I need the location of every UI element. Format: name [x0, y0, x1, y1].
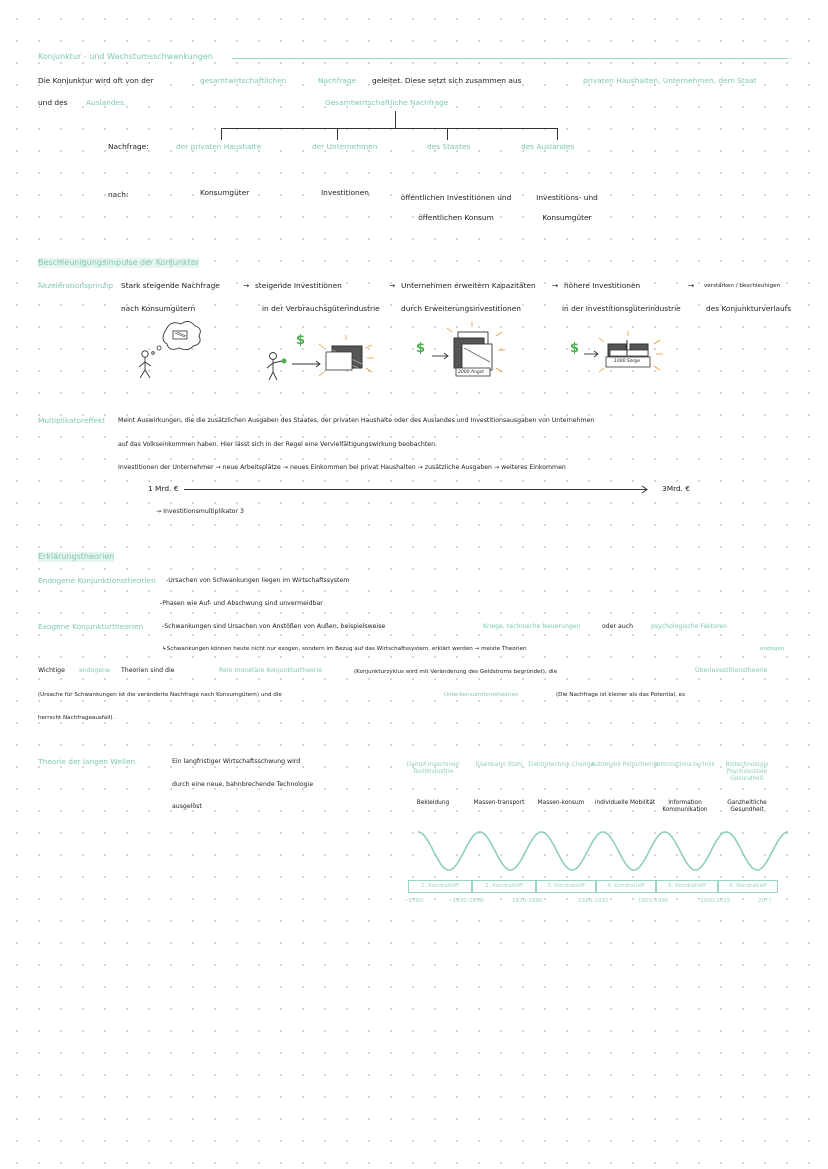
tree-leg-1: [221, 128, 222, 140]
exo-line-3f: Überinvestitionstheorie: [695, 667, 768, 674]
exo-line-4b: Unterkonsumtionstheorien: [444, 692, 519, 698]
dollar-sign-2: $: [416, 341, 426, 356]
mult-start-value: 1 Mrd. €: [148, 484, 179, 493]
exo-line-4c: (Die Nachfrage ist kleiner als das Potential, es: [556, 692, 686, 698]
wave-year-7: 20??: [758, 898, 772, 904]
mult-line-1: Meint Auswirkungen, die die zusätzlichen Ausgaben des Staates, der privaten Haushalte oder des Auslandes und Investitionsausgaben von Unternehmen: [118, 417, 595, 424]
branch-who-3: des Staates: [427, 142, 471, 151]
wave-need-5: Information Kommunikation: [662, 800, 708, 813]
akz-detail-3: durch Erweiterungsinvestitionen: [401, 304, 521, 313]
wave-era-4: 4. Kondratieff: [596, 880, 656, 893]
tree-leg-4: [557, 128, 558, 140]
akz-arrow-1: →: [243, 281, 250, 290]
akz-detail-2: in der Verbrauchsgüterindustrie: [262, 304, 380, 313]
akz-arrow-3: →: [552, 281, 559, 290]
wave-tech-4: Automobil Petrochemie: [591, 762, 659, 768]
wave-need-4: individuelle Mobilität: [594, 800, 656, 806]
heading-underline: [232, 58, 788, 59]
branch-what-2: Investitionen: [321, 188, 369, 197]
wave-need-2: Massen-transport: [473, 800, 525, 806]
person-money-factory-illustration: [262, 334, 382, 384]
exo-line-3e: (Konjunkturzyklus wird mit Veränderung des Geldstroms begründet), die: [354, 669, 558, 675]
endo-line-1: -Ursachen von Schwankungen liegen im Wirtschaftssystem: [166, 577, 350, 584]
mult-factor: → Investitionsmultiplikator 3: [156, 508, 244, 515]
waves-text-2: durch eine neue, bahnbrechende Technologie: [172, 781, 314, 788]
exo-label: Exogene Konjunkturtheorien: [38, 622, 144, 631]
wave-year-4: 1920-1935: [578, 898, 609, 904]
wave-tech-2: Eisenbahn Stahl: [475, 762, 523, 768]
endo-label: Endogene Konjunktionstheorien: [38, 576, 156, 585]
branch-who-4: des Auslandes: [521, 142, 575, 151]
section-heading-conjuncture: Konjunktur - und Wachstumsschwankungen: [38, 52, 213, 61]
akz-step-5: verstärken / beschleunigen: [704, 283, 781, 289]
exo-line-4a: (Ursache für Schwankungen ist die veränderte Nachfrage nach Konsumgütern) und die: [38, 692, 282, 698]
exo-line-5: herrscht Nachfrageausfall).: [38, 715, 115, 721]
wave-need-6: Ganzheitliche Gesundheit: [727, 800, 767, 813]
intro-text-1c: Nachfrage: [318, 76, 357, 85]
kondratieff-wave: [418, 826, 788, 876]
branch-who-1: der privaten Haushalte: [176, 142, 262, 151]
row-label-nach: nach:: [108, 190, 129, 199]
waves-label: Theorie der langen Wellen: [38, 757, 136, 766]
exo-line-1b: Kriege, technische Neuerungen: [483, 623, 581, 630]
wave-need-3: Massen-konsum: [537, 800, 585, 806]
exo-line-3b: endogene: [79, 667, 110, 674]
row-label-nachfrage: Nachfrage:: [108, 142, 149, 151]
sign-text-1: 2000 Angst: [458, 370, 484, 375]
wave-year-2: ~1830-1850-: [448, 898, 486, 904]
tree-leg-3: [447, 128, 448, 140]
branch-what-4: Investitions- und Konsumgüter: [536, 193, 598, 222]
akz-step-3: Unternehmen erweitern Kapazitäten: [401, 281, 536, 290]
tree-bar: [221, 128, 558, 129]
mult-line-2: auf das Volkseinkommen haben. Hier lässt sich in der Regel eine Vervielfältigungswirkung beobachten.: [118, 441, 437, 448]
tree-stem: [395, 111, 396, 129]
tree-root: Gesamtwirtschaftliche Nachfrage: [325, 98, 449, 107]
wave-year-6: 2000-2015: [700, 898, 731, 904]
akz-step-4: höhere Investitionen: [564, 281, 641, 290]
exo-line-1d: psychologische Faktoren: [651, 623, 728, 630]
exo-line-3c: Theorien sind die: [121, 667, 175, 674]
intro-text-1e: privaten Haushalten, Unternehmen, dem Staat: [583, 76, 757, 85]
waves-text-1: Ein langfristiger Wirtschaftsschwung wird: [172, 758, 301, 765]
tree-leg-2: [337, 128, 338, 140]
intro-text-1a: Die Konjunktur wird oft von der: [38, 76, 154, 85]
thinking-person-illustration: [135, 322, 205, 382]
dollar-sign-1: $: [296, 333, 306, 348]
intro-text-2b: Auslandes.: [86, 98, 127, 107]
wave-year-1: ~1780-: [404, 898, 425, 904]
waves-text-3: ausgelöst: [172, 803, 202, 810]
mult-label: Multiplikatoreffekt: [38, 416, 106, 425]
mult-line-3: Investitionen der Unternehmer → neue Arbeitsplätze → neues Einkommen bei privat Haushalten → zusätzliche Ausgaben → weiteres Einkommen: [118, 464, 566, 471]
exo-line-3d: Rein monetäre Konjunkturtheorie: [219, 667, 322, 674]
mult-arrow-line: [184, 489, 646, 490]
akz-step-2: steigende Investitionen: [255, 281, 342, 290]
akz-step-1: Stark steigende Nachfrage: [121, 281, 220, 290]
intro-text-1b: gesamtwirtschaftlichen: [200, 76, 287, 85]
akz-detail-4: in der Investitionsgüterindustrie: [562, 304, 681, 313]
wave-era-6: 6. Kondratieff: [718, 880, 778, 893]
mult-end-value: 3Mrd. €: [662, 484, 691, 493]
branch-what-3: öffentlichen Investitionen und öffentlichen Konsum: [400, 193, 512, 222]
wave-era-1: 1. Kondratieff: [408, 880, 472, 893]
wave-year-3: 1870-1890: [512, 898, 543, 904]
wave-tech-6: Biotechnologie Psychosoziale Gesundheit: [725, 762, 769, 782]
exo-line-1a: -Schwankungen sind Ursachen von Anstößen von Außen, beispielsweise: [162, 623, 386, 630]
wave-year-5: 1950-1990: [638, 898, 669, 904]
mult-arrow-head: [640, 485, 650, 495]
section-heading-theories: Erklärungstheorien: [38, 552, 115, 561]
akz-arrow-2: →: [389, 281, 396, 290]
endo-line-2: -Phasen wie Auf- und Abschwung sind unvermeidbar: [160, 600, 323, 607]
wave-tech-5: Informations-technik: [654, 762, 715, 768]
branch-what-1: Konsumgüter: [200, 188, 250, 197]
dollar-sign-3: $: [570, 341, 580, 356]
sign-text-2: 1000 Sorge: [614, 359, 640, 364]
akz-detail-1: nach Konsumgütern: [121, 304, 196, 313]
akz-label: Akzelerationsprinzip: [38, 281, 114, 290]
akz-arrow-4: →: [688, 281, 695, 290]
wave-need-1: Bekleidung: [416, 800, 450, 806]
money-machine-illustration: [570, 330, 670, 380]
branch-who-2: der Unternehmen: [312, 142, 378, 151]
wave-tech-1: Dampf-maschinen Textilindustrie: [406, 762, 460, 775]
exo-line-3a: Wichtige: [38, 667, 65, 674]
exo-line-2a: ↳Schwankungen können heute nicht nur exogen, sondern im Bezug auf das Wirtschaftssystem, erklärt werden → meiste Theorien: [162, 646, 527, 652]
wave-era-3: 3. Kondratieff: [536, 880, 596, 893]
wave-era-5: 5. Kondratieff: [656, 880, 718, 893]
intro-text-1d: geleitet. Diese setzt sich zusammen aus: [372, 76, 522, 85]
exo-line-2b: endogen: [760, 646, 785, 652]
akz-detail-5: des Konjunkturverlaufs: [706, 304, 792, 313]
wave-tech-3: Elektrotechnik Chemie: [528, 762, 594, 768]
exo-line-1c: oder auch: [602, 623, 634, 630]
section-heading-impulses: Beschleunigungsimpulse der Konjunktur: [38, 258, 200, 267]
intro-text-2a: und des: [38, 98, 68, 107]
wave-era-2: 2. Kondratieff: [472, 880, 536, 893]
